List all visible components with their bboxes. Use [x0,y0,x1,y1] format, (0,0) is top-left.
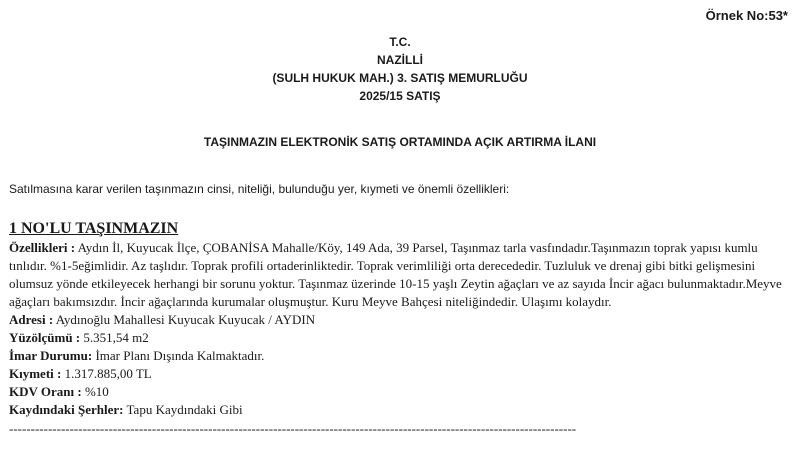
zoning-value: İmar Planı Dışında Kalmaktadır. [92,348,265,363]
header-file-number: 2025/15 SATIŞ [359,89,441,103]
address-row [9,311,793,329]
separator-line: ----------------------------------------------------------------------------------------------------------------------------------- [9,421,577,436]
sample-number: Örnek No:53* [705,8,788,23]
vat-value: %10 [81,384,109,399]
area-value: 5.351,54 m2 [80,330,149,345]
address-label: Adresi : [9,312,54,327]
value-row [9,365,793,383]
deed-value: Tapu Kaydındaki Gibi [123,402,243,417]
vat-row [9,383,793,401]
value-value: 1.317.885,00 TL [61,366,152,381]
features-value: Aydın İl, Kuyucak İlçe, ÇOBANİSA Mahalle/Köy, 149 Ada, 39 Parsel, Taşınmaz tarla vasfındadır.Taşınmazın toprak yapısı kumlu tınlıdır. %1-5eğimlidir. Az taşlıdır. Toprak profili ortaderinliktedir. Toprak verimliliği orta derecededir. Tuzluluk ve drenaj gibi bitki gelişmesini olumsuz yönde etkileyecek herhangi bir sorunu yoktur. Taşınmaz üzerinde 10-15 yaşlı Zeytin ağaçları ve az sayıda İncir ağacı bulunmaktadır.Meyve ağaçları bakımsızdır. İncir ağaçlarında kurumalar oluşmuştur. Kuru Meyve Bahçesi niteliğindedir. Ulaşımı kolaydır. [9,240,782,309]
value-label: Kıymeti : [9,366,62,381]
vat-label: KDV Oranı : [9,384,82,399]
features-row [9,239,793,311]
zoning-row [9,347,793,365]
header-city: NAZİLLİ [377,53,423,67]
features-label: Özellikleri : [9,240,76,255]
zoning-label: İmar Durumu: [9,348,93,363]
document-header [0,33,800,105]
address-value: Aydınoğlu Mahallesi Kuyucak Kuyucak / AYDIN [53,312,316,327]
area-label: Yüzölçümü : [9,330,81,345]
header-office: (SULH HUKUK MAH.) 3. SATIŞ MEMURLUĞU [272,71,528,85]
deed-label: Kaydındaki Şerhler: [9,402,124,417]
property-section [9,219,793,419]
deed-row [9,401,793,419]
intro-text: Satılmasına karar verilen taşınmazın cinsi, niteliği, bulunduğu yer, kıymeti ve önemli özellikleri: [9,182,510,196]
header-country: T.C. [389,35,411,49]
notice-title: TAŞINMAZIN ELEKTRONİK SATIŞ ORTAMINDA AÇIK ARTIRMA İLANI [203,135,597,149]
area-row [9,329,793,347]
property-heading: 1 NO'LU TAŞINMAZIN [9,220,179,237]
